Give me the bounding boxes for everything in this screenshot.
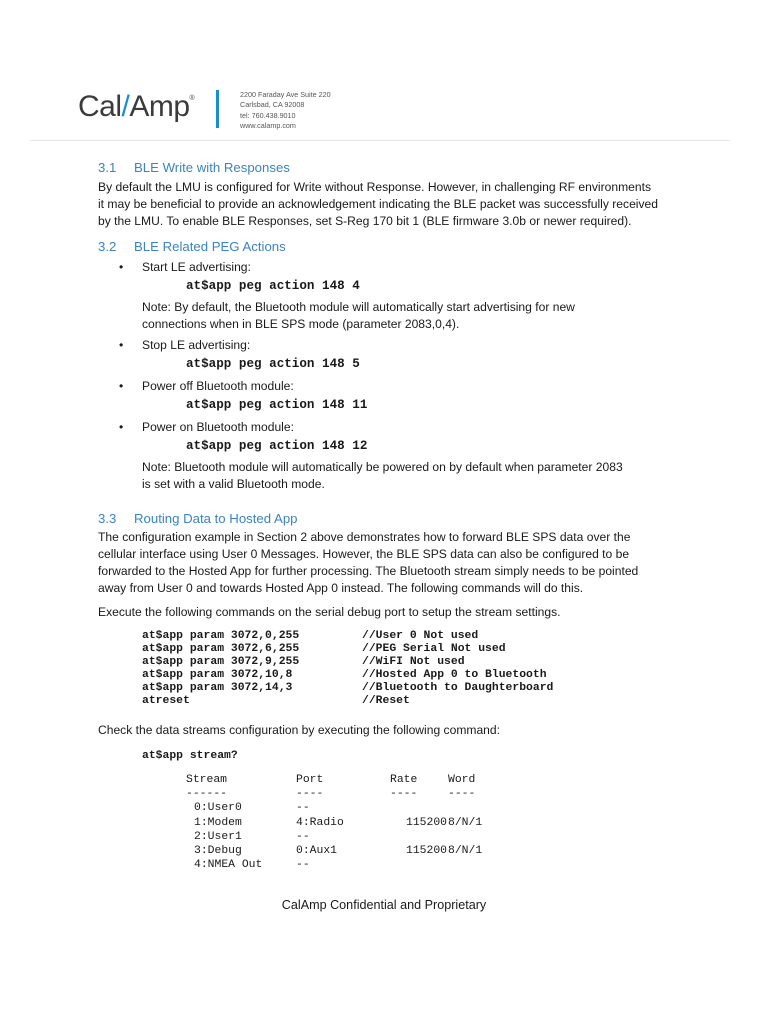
address-line: 2200 Faraday Ave Suite 220 <box>240 90 331 99</box>
letterhead <box>30 64 730 141</box>
table-row: atreset //Reset <box>142 695 410 707</box>
address-website: www.calamp.com <box>240 120 296 130</box>
table-row: at$app param 3072,10,8 //Hosted App 0 to Bluetooth <box>142 669 547 681</box>
stream-table <box>186 773 482 872</box>
stream-header-row: Stream Port Rate Word <box>186 774 476 786</box>
footer-confidential: CalAmp Confidential and Proprietary <box>281 898 487 912</box>
command-text: at$app peg action 148 4 <box>186 279 360 293</box>
table-row: at$app param 3072,6,255 //PEG Serial Not used <box>142 643 506 655</box>
section-3-2-heading: 3.2 BLE Related PEG Actions <box>98 239 286 254</box>
list-item: • Power off Bluetooth module: <box>119 379 294 393</box>
table-row: 3:Debug 0:Aux1 115200 8/N/1 <box>194 845 483 858</box>
table-row: 4:NMEA Out -- <box>194 859 310 872</box>
address-phone: tel: 760.438.9010 <box>240 110 296 120</box>
calamp-logo: Cal/Amp® <box>78 90 195 123</box>
table-row: at$app param 3072,0,255 //User 0 Not used <box>142 630 479 642</box>
list-item: • Stop LE advertising: <box>119 338 251 352</box>
command-text: at$app peg action 148 12 <box>186 439 368 453</box>
table-row: 1:Modem 4:Radio 115200 8/N/1 <box>194 816 483 829</box>
stream-command: at$app stream? <box>142 750 238 762</box>
section-3-1-body: By default the LMU is configured for Write without Response. However, in challenging RF environments it may be beneficial to provide an acknowledgement indicating the BLE packet was successfully received by the LMU. To enable BLE Responses, set S-Reg 170 bit 1 (BLE firmware 3.0b or newer required). <box>98 180 658 228</box>
section-3-3-heading: 3.3 Routing Data to Hosted App <box>98 511 298 526</box>
list-item: • Start LE advertising: <box>119 260 251 274</box>
table-row: at$app param 3072,9,255 //WiFI Not used <box>142 656 465 668</box>
section-3-3-body: The configuration example in Section 2 above demonstrates how to forward BLE SPS data over the cellular interface using User 0 Messages. However, the BLE SPS data can also be configured to be forwarded to the Hosted App for further processing. The Bluetooth stream simply needs to be pointed away from User 0 and towards Hosted App 0 instead. The following commands will do this. <box>98 530 639 595</box>
check-instruction: Check the data streams configuration by executing the following command: <box>98 723 500 737</box>
note-text: Note: By default, the Bluetooth module will automatically start advertising for new connections when in BLE SPS mode (parameter 2083,0,4). <box>142 300 575 331</box>
table-row: 2:User1 -- <box>194 830 310 843</box>
stream-dash-row: ------ ---- ---- ---- <box>186 788 476 801</box>
command-text: at$app peg action 148 5 <box>186 357 360 371</box>
command-table <box>142 630 553 708</box>
section-3-1-heading: 3.1 BLE Write with Responses <box>98 160 290 175</box>
company-address <box>240 90 331 131</box>
table-row: 0:User0 -- <box>194 802 310 815</box>
logo-divider-bar <box>216 90 219 128</box>
list-item: • Power on Bluetooth module: <box>119 420 294 434</box>
note-text: Note: Bluetooth module will automatically be powered on by default when parameter 2083 is set with a valid Bluetooth mode. <box>142 460 623 491</box>
execute-instruction: Execute the following commands on the serial debug port to setup the stream settings. <box>98 605 561 619</box>
address-line: Carlsbad, CA 92008 <box>240 100 305 110</box>
command-text: at$app peg action 148 11 <box>186 398 368 412</box>
table-row: at$app param 3072,14,3 //Bluetooth to Daughterboard <box>142 682 554 694</box>
